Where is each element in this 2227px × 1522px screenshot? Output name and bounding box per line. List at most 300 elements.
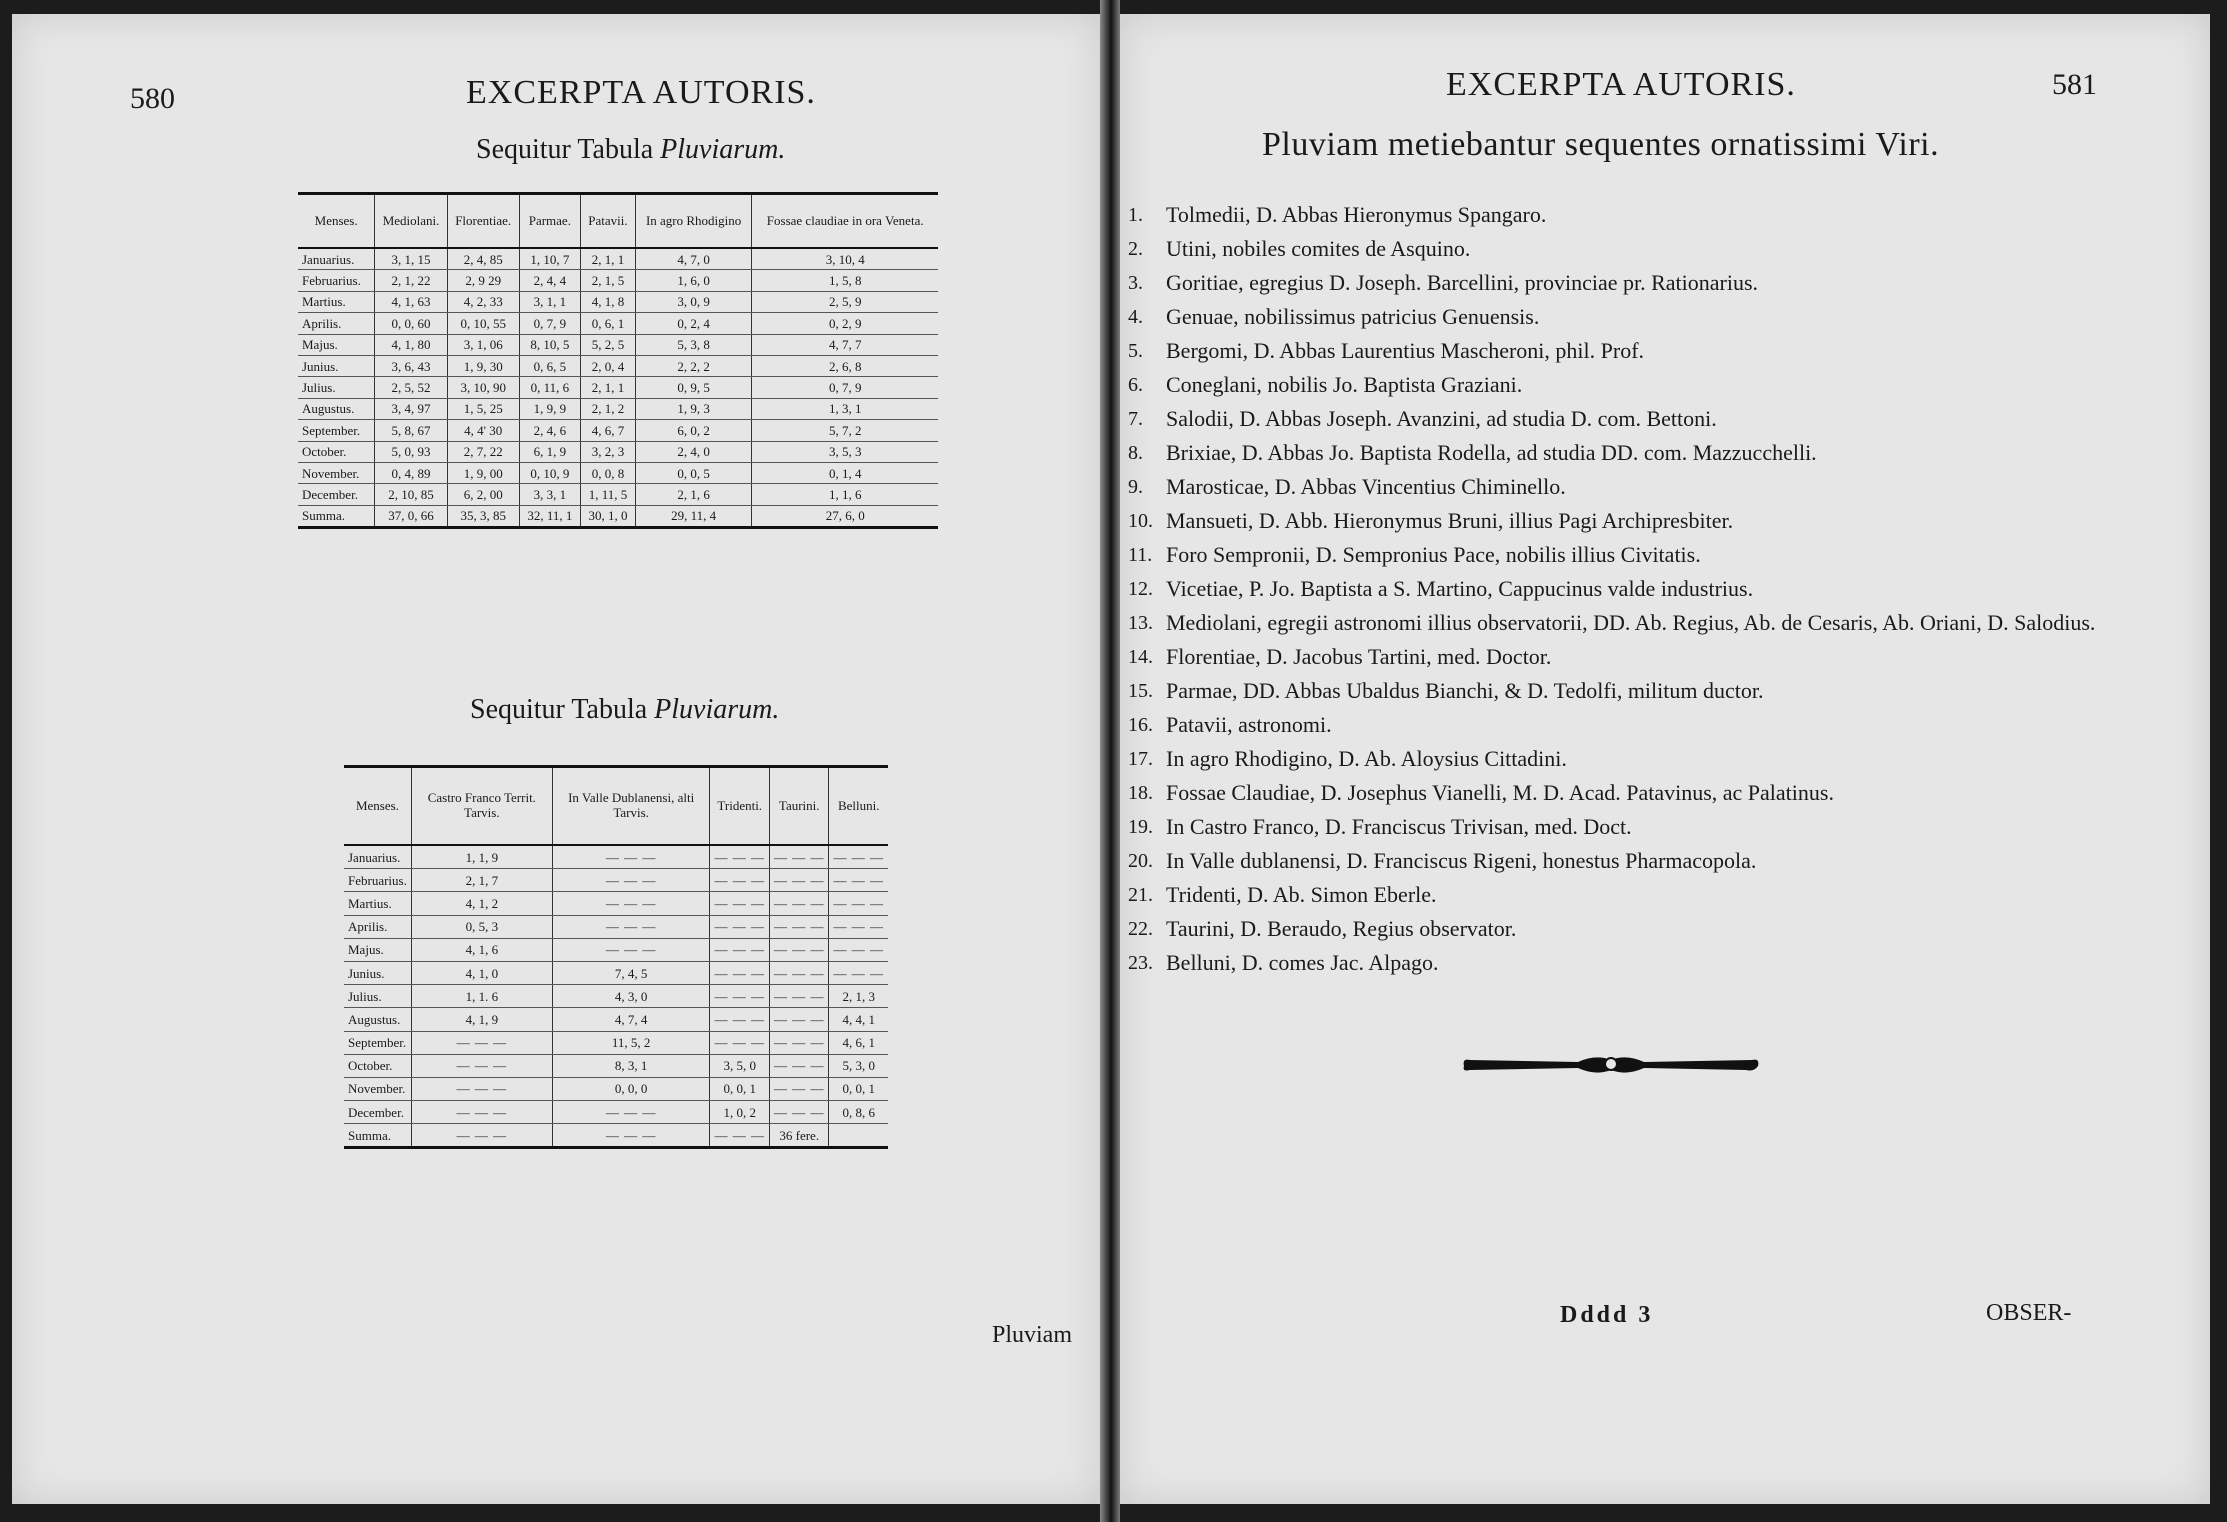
rainfall-table-2 <box>344 765 888 1149</box>
book-gutter <box>1100 0 1120 1522</box>
value-cell: 27, 6, 0 <box>752 505 938 527</box>
value-cell: — — — <box>769 1077 829 1100</box>
catchword-right: OBSER- <box>1986 1300 2072 1326</box>
list-item-number: 10. <box>1128 510 1153 532</box>
value-cell: 4, 7, 4 <box>552 1008 710 1031</box>
list-item-text: Foro Sempronii, D. Sempronius Pace, nobilis illius Civitatis. <box>1166 542 1701 567</box>
list-item-number: 12. <box>1128 578 1153 600</box>
list-item <box>1128 470 2148 504</box>
value-cell: 30, 1, 0 <box>581 505 636 527</box>
value-cell: — — — <box>769 1031 829 1054</box>
value-cell: 3, 6, 43 <box>375 355 448 376</box>
list-item-text: Parmae, DD. Abbas Ubaldus Bianchi, & D. Tedolfi, militum ductor. <box>1166 678 1764 703</box>
month-cell: September. <box>298 420 375 441</box>
table1-header-cell: Menses. <box>298 194 375 249</box>
value-cell: 2, 1, 6 <box>635 484 752 505</box>
value-cell: 3, 10, 4 <box>752 248 938 270</box>
list-item-text: Salodii, D. Abbas Joseph. Avanzini, ad studia D. com. Bettoni. <box>1166 406 1717 431</box>
month-cell: Februarius. <box>344 869 411 892</box>
value-cell: 6, 0, 2 <box>635 420 752 441</box>
value-cell: — — — <box>710 915 770 938</box>
table-row <box>298 248 938 270</box>
table1-caption-italic: Pluviarum. <box>660 134 786 165</box>
list-item-text: Goritiae, egregius D. Joseph. Barcellini, provinciae pr. Rationarius. <box>1166 270 1759 295</box>
list-item-text: Genuae, nobilissimus patricius Genuensis. <box>1166 304 1540 329</box>
month-cell: Majus. <box>298 334 375 355</box>
list-item-number: 19. <box>1128 816 1153 838</box>
list-item-text: Utini, nobiles comites de Asquino. <box>1166 236 1471 261</box>
value-cell: 0, 0, 5 <box>635 462 752 483</box>
list-item-text: Coneglani, nobilis Jo. Baptista Graziani. <box>1166 372 1523 397</box>
value-cell: 37, 0, 66 <box>375 505 448 527</box>
value-cell: 0, 9, 5 <box>635 377 752 398</box>
table-row <box>344 892 888 915</box>
value-cell: 4, 1, 2 <box>411 892 552 915</box>
value-cell: — — — <box>769 892 829 915</box>
value-cell: — — — <box>829 869 888 892</box>
value-cell: 0, 2, 4 <box>635 313 752 334</box>
value-cell: — — — <box>769 1101 829 1124</box>
table-row <box>298 420 938 441</box>
list-item-text: Mediolani, egregii astronomi illius observatorii, DD. Ab. Regius, Ab. de Cesaris, Ab. Oriani, D. Salodius. <box>1166 610 2096 635</box>
table1-header-cell: In agro Rhodigino <box>635 194 752 249</box>
value-cell: 3, 10, 90 <box>447 377 519 398</box>
value-cell: 2, 9 29 <box>447 270 519 291</box>
value-cell: 2, 0, 4 <box>581 355 636 376</box>
table-row <box>344 961 888 984</box>
value-cell: 3, 3, 1 <box>519 484 581 505</box>
list-item-number: 18. <box>1128 782 1153 804</box>
contributors-title: Pluviam metiebantur sequentes ornatissimi Viri. <box>1262 126 1940 163</box>
list-item <box>1128 232 2148 266</box>
value-cell: 1, 9, 3 <box>635 398 752 419</box>
list-item-number: 11. <box>1128 544 1153 566</box>
value-cell: 1, 1, 9 <box>411 845 552 869</box>
value-cell: 5, 3, 8 <box>635 334 752 355</box>
value-cell: — — — <box>552 1124 710 1148</box>
list-item-number: 3. <box>1128 272 1143 294</box>
value-cell: 2, 7, 22 <box>447 441 519 462</box>
contributors-list <box>1128 198 2148 980</box>
value-cell: 5, 2, 5 <box>581 334 636 355</box>
list-item-number: 8. <box>1128 442 1143 464</box>
list-item-number: 9. <box>1128 476 1143 498</box>
value-cell: — — — <box>769 869 829 892</box>
value-cell: 0, 2, 9 <box>752 313 938 334</box>
value-cell: — — — <box>552 845 710 869</box>
value-cell: — — — <box>552 892 710 915</box>
value-cell: — — — <box>710 869 770 892</box>
list-item <box>1128 368 2148 402</box>
value-cell: 8, 10, 5 <box>519 334 581 355</box>
page-number-left: 580 <box>130 82 175 115</box>
list-item-text: In Valle dublanensi, D. Franciscus Rigeni, honestus Pharmacopola. <box>1166 848 1757 873</box>
value-cell: — — — <box>769 961 829 984</box>
value-cell: — — — <box>710 961 770 984</box>
list-item-text: Taurini, D. Beraudo, Regius observator. <box>1166 916 1517 941</box>
value-cell: 0, 0, 1 <box>710 1077 770 1100</box>
table2-header-row <box>344 767 888 846</box>
value-cell: — — — <box>769 915 829 938</box>
month-cell: December. <box>344 1101 411 1124</box>
value-cell: 6, 1, 9 <box>519 441 581 462</box>
table-row <box>344 1124 888 1148</box>
list-item <box>1128 198 2148 232</box>
value-cell: 5, 8, 67 <box>375 420 448 441</box>
month-cell: Augustus. <box>298 398 375 419</box>
value-cell: — — — <box>769 938 829 961</box>
list-item <box>1128 334 2148 368</box>
table1-header-cell: Fossae claudiae in ora Veneta. <box>752 194 938 249</box>
value-cell: 3, 4, 97 <box>375 398 448 419</box>
table-row <box>298 334 938 355</box>
list-item <box>1128 572 2148 606</box>
value-cell: 0, 7, 9 <box>519 313 581 334</box>
month-cell: Summa. <box>344 1124 411 1148</box>
list-item <box>1128 810 2148 844</box>
value-cell: 4, 4, 1 <box>829 1008 888 1031</box>
list-item-text: In agro Rhodigino, D. Ab. Aloysius Cittadini. <box>1166 746 1567 771</box>
table-row <box>298 398 938 419</box>
table-row <box>344 1101 888 1124</box>
list-item-number: 7. <box>1128 408 1143 430</box>
value-cell: 0, 10, 55 <box>447 313 519 334</box>
value-cell: — — — <box>411 1124 552 1148</box>
value-cell: 2, 5, 52 <box>375 377 448 398</box>
list-item <box>1128 606 2148 640</box>
table1-caption-plain: Sequitur Tabula <box>476 134 654 165</box>
month-cell: Junius. <box>344 961 411 984</box>
month-cell: Januarius. <box>344 845 411 869</box>
list-item-text: Tridenti, D. Ab. Simon Eberle. <box>1166 882 1437 907</box>
value-cell: 36 fere. <box>769 1124 829 1148</box>
table2-header-cell: Tridenti. <box>710 767 770 846</box>
table-row <box>344 845 888 869</box>
month-cell: Martius. <box>344 892 411 915</box>
list-item <box>1128 402 2148 436</box>
value-cell: — — — <box>552 915 710 938</box>
value-cell: 4, 1, 0 <box>411 961 552 984</box>
value-cell: 5, 7, 2 <box>752 420 938 441</box>
list-item <box>1128 266 2148 300</box>
table-row <box>344 985 888 1008</box>
list-item-number: 21. <box>1128 884 1153 906</box>
list-item-number: 5. <box>1128 340 1143 362</box>
table2-header-cell: Menses. <box>344 767 411 846</box>
value-cell: — — — <box>769 1054 829 1077</box>
list-item-text: Brixiae, D. Abbas Jo. Baptista Rodella, ad studia DD. com. Mazzucchelli. <box>1166 440 1817 465</box>
list-item-number: 16. <box>1128 714 1153 736</box>
value-cell: 1, 11, 5 <box>581 484 636 505</box>
table1-caption <box>476 134 785 166</box>
list-item-number: 13. <box>1128 612 1153 634</box>
value-cell: 5, 0, 93 <box>375 441 448 462</box>
month-cell: October. <box>298 441 375 462</box>
value-cell: 2, 1, 1 <box>581 248 636 270</box>
value-cell: 1, 9, 9 <box>519 398 581 419</box>
list-item-number: 15. <box>1128 680 1153 702</box>
list-item <box>1128 674 2148 708</box>
value-cell: 0, 10, 9 <box>519 462 581 483</box>
value-cell: 1, 1. 6 <box>411 985 552 1008</box>
table-row <box>344 1031 888 1054</box>
table-row <box>298 462 938 483</box>
value-cell: 4, 1, 9 <box>411 1008 552 1031</box>
month-cell: November. <box>298 462 375 483</box>
value-cell: 6, 2, 00 <box>447 484 519 505</box>
value-cell: 2, 4, 6 <box>519 420 581 441</box>
value-cell: 11, 5, 2 <box>552 1031 710 1054</box>
value-cell: — — — <box>710 845 770 869</box>
table2-caption-plain: Sequitur Tabula <box>470 694 648 725</box>
value-cell: — — — <box>411 1101 552 1124</box>
value-cell: 2, 1, 2 <box>581 398 636 419</box>
value-cell: 1, 5, 8 <box>752 270 938 291</box>
month-cell: Majus. <box>344 938 411 961</box>
list-item-text: Belluni, D. comes Jac. Alpago. <box>1166 950 1439 975</box>
month-cell: Augustus. <box>344 1008 411 1031</box>
month-cell: Junius. <box>298 355 375 376</box>
month-cell: Julius. <box>298 377 375 398</box>
list-item-number: 14. <box>1128 646 1153 668</box>
list-item-number: 23. <box>1128 952 1153 974</box>
value-cell: 1, 1, 6 <box>752 484 938 505</box>
value-cell <box>829 1124 888 1148</box>
list-item <box>1128 912 2148 946</box>
table2-header-cell: In Valle Dublanensi, alti Tarvis. <box>552 767 710 846</box>
value-cell: — — — <box>829 915 888 938</box>
value-cell: — — — <box>552 869 710 892</box>
table-row <box>298 484 938 505</box>
list-item <box>1128 300 2148 334</box>
value-cell: 0, 4, 89 <box>375 462 448 483</box>
value-cell: 2, 1, 1 <box>581 377 636 398</box>
value-cell: 3, 1, 06 <box>447 334 519 355</box>
ornament-divider-icon <box>1458 1046 1764 1080</box>
value-cell: — — — <box>769 845 829 869</box>
value-cell: 3, 1, 15 <box>375 248 448 270</box>
list-item <box>1128 946 2148 980</box>
list-item-text: In Castro Franco, D. Franciscus Trivisan, med. Doct. <box>1166 814 1632 839</box>
value-cell: 4, 1, 8 <box>581 291 636 312</box>
value-cell: 3, 2, 3 <box>581 441 636 462</box>
list-item-text: Vicetiae, P. Jo. Baptista a S. Martino, Cappucinus valde industrius. <box>1166 576 1754 601</box>
value-cell: — — — <box>829 845 888 869</box>
table1-header-cell: Patavii. <box>581 194 636 249</box>
month-cell: September. <box>344 1031 411 1054</box>
value-cell: 8, 3, 1 <box>552 1054 710 1077</box>
value-cell: 4, 3, 0 <box>552 985 710 1008</box>
value-cell: 3, 5, 0 <box>710 1054 770 1077</box>
month-cell: Januarius. <box>298 248 375 270</box>
value-cell: 4, 6, 7 <box>581 420 636 441</box>
table-row <box>298 291 938 312</box>
value-cell: 1, 3, 1 <box>752 398 938 419</box>
list-item-text: Tolmedii, D. Abbas Hieronymus Spangaro. <box>1166 202 1547 227</box>
value-cell: — — — <box>710 1124 770 1148</box>
value-cell: — — — <box>829 961 888 984</box>
value-cell: 4, 1, 6 <box>411 938 552 961</box>
table-row <box>298 377 938 398</box>
table2-caption-italic: Pluviarum. <box>654 694 780 725</box>
value-cell: 4, 1, 80 <box>375 334 448 355</box>
running-head-right: EXCERPTA AUTORIS. <box>1446 66 1796 103</box>
value-cell: 2, 5, 9 <box>752 291 938 312</box>
running-head-left: EXCERPTA AUTORIS. <box>466 74 816 111</box>
value-cell: 4, 1, 63 <box>375 291 448 312</box>
value-cell: 5, 3, 0 <box>829 1054 888 1077</box>
table-row <box>298 355 938 376</box>
rainfall-table-1 <box>298 192 938 529</box>
value-cell: 0, 0, 8 <box>581 462 636 483</box>
table-row <box>344 915 888 938</box>
month-cell: Martius. <box>298 291 375 312</box>
value-cell: 0, 0, 0 <box>552 1077 710 1100</box>
value-cell: — — — <box>769 985 829 1008</box>
value-cell: 2, 1, 7 <box>411 869 552 892</box>
value-cell: 0, 0, 60 <box>375 313 448 334</box>
list-item-text: Marosticae, D. Abbas Vincentius Chiminello. <box>1166 474 1566 499</box>
value-cell: 2, 2, 2 <box>635 355 752 376</box>
value-cell: — — — <box>411 1054 552 1077</box>
value-cell: 0, 6, 5 <box>519 355 581 376</box>
value-cell: — — — <box>769 1008 829 1031</box>
list-item <box>1128 708 2148 742</box>
value-cell: — — — <box>411 1077 552 1100</box>
list-item-text: Florentiae, D. Jacobus Tartini, med. Doctor. <box>1166 644 1552 669</box>
value-cell: 0, 1, 4 <box>752 462 938 483</box>
value-cell: 1, 0, 2 <box>710 1101 770 1124</box>
value-cell: 1, 9, 00 <box>447 462 519 483</box>
list-item <box>1128 538 2148 572</box>
value-cell: 2, 4, 85 <box>447 248 519 270</box>
value-cell: 2, 10, 85 <box>375 484 448 505</box>
month-cell: December. <box>298 484 375 505</box>
value-cell: 2, 1, 22 <box>375 270 448 291</box>
value-cell: — — — <box>710 985 770 1008</box>
table2-header-cell: Castro Franco Territ. Tarvis. <box>411 767 552 846</box>
value-cell: 4, 7, 0 <box>635 248 752 270</box>
signature-mark: Dddd 3 <box>1560 1302 1654 1328</box>
list-item-number: 6. <box>1128 374 1143 396</box>
value-cell: 2, 4, 0 <box>635 441 752 462</box>
list-item <box>1128 742 2148 776</box>
list-item-number: 2. <box>1128 238 1143 260</box>
table-row <box>298 270 938 291</box>
month-cell: Aprilis. <box>344 915 411 938</box>
table2-body <box>344 845 888 1148</box>
table-row <box>298 441 938 462</box>
list-item-text: Fossae Claudiae, D. Josephus Vianelli, M. D. Acad. Patavinus, ac Palatinus. <box>1166 780 1834 805</box>
list-item <box>1128 436 2148 470</box>
value-cell: 29, 11, 4 <box>635 505 752 527</box>
month-cell: Julius. <box>344 985 411 1008</box>
list-item-number: 20. <box>1128 850 1153 872</box>
month-cell: Aprilis. <box>298 313 375 334</box>
value-cell: 0, 0, 1 <box>829 1077 888 1100</box>
value-cell: 3, 1, 1 <box>519 291 581 312</box>
list-item-number: 22. <box>1128 918 1153 940</box>
value-cell: — — — <box>411 1031 552 1054</box>
value-cell: 4, 4' 30 <box>447 420 519 441</box>
value-cell: 4, 7, 7 <box>752 334 938 355</box>
value-cell: 0, 7, 9 <box>752 377 938 398</box>
value-cell: — — — <box>829 938 888 961</box>
value-cell: 0, 5, 3 <box>411 915 552 938</box>
table2-header-cell: Taurini. <box>769 767 829 846</box>
value-cell: 32, 11, 1 <box>519 505 581 527</box>
value-cell: 4, 2, 33 <box>447 291 519 312</box>
list-item <box>1128 640 2148 674</box>
list-item-number: 1. <box>1128 204 1143 226</box>
list-item-number: 17. <box>1128 748 1153 770</box>
month-cell: Summa. <box>298 505 375 527</box>
table1-body <box>298 248 938 528</box>
value-cell: — — — <box>552 1101 710 1124</box>
list-item-text: Patavii, astronomi. <box>1166 712 1332 737</box>
list-item <box>1128 878 2148 912</box>
value-cell: — — — <box>710 1031 770 1054</box>
list-item <box>1128 776 2148 810</box>
value-cell: 1, 9, 30 <box>447 355 519 376</box>
value-cell: 3, 5, 3 <box>752 441 938 462</box>
table-row <box>344 938 888 961</box>
value-cell: 7, 4, 5 <box>552 961 710 984</box>
month-cell: October. <box>344 1054 411 1077</box>
catchword-left: Pluviam <box>992 1322 1073 1348</box>
value-cell: 0, 8, 6 <box>829 1101 888 1124</box>
table-row <box>344 869 888 892</box>
table-row <box>344 1077 888 1100</box>
page-number-right: 581 <box>2052 68 2097 101</box>
list-item <box>1128 504 2148 538</box>
table1-header-cell: Florentiae. <box>447 194 519 249</box>
value-cell: 2, 1, 3 <box>829 985 888 1008</box>
table-row <box>344 1054 888 1077</box>
table2-caption <box>470 694 779 726</box>
value-cell: 2, 4, 4 <box>519 270 581 291</box>
table-row <box>298 313 938 334</box>
value-cell: — — — <box>829 892 888 915</box>
list-item-number: 4. <box>1128 306 1143 328</box>
table1-header-cell: Mediolani. <box>375 194 448 249</box>
value-cell: 2, 6, 8 <box>752 355 938 376</box>
month-cell: Februarius. <box>298 270 375 291</box>
list-item-text: Bergomi, D. Abbas Laurentius Mascheroni, phil. Prof. <box>1166 338 1645 363</box>
value-cell: — — — <box>710 938 770 961</box>
value-cell: 0, 6, 1 <box>581 313 636 334</box>
value-cell: 3, 0, 9 <box>635 291 752 312</box>
table-row <box>298 505 938 527</box>
value-cell: 1, 5, 25 <box>447 398 519 419</box>
value-cell: 1, 6, 0 <box>635 270 752 291</box>
table2-header-cell: Belluni. <box>829 767 888 846</box>
table1-header-cell: Parmae. <box>519 194 581 249</box>
value-cell: 1, 10, 7 <box>519 248 581 270</box>
list-item-text: Mansueti, D. Abb. Hieronymus Bruni, illius Pagi Archipresbiter. <box>1166 508 1734 533</box>
list-item <box>1128 844 2148 878</box>
table-row <box>344 1008 888 1031</box>
value-cell: 0, 11, 6 <box>519 377 581 398</box>
table1-header-row <box>298 194 938 249</box>
value-cell: 4, 6, 1 <box>829 1031 888 1054</box>
value-cell: — — — <box>552 938 710 961</box>
month-cell: November. <box>344 1077 411 1100</box>
value-cell: — — — <box>710 892 770 915</box>
value-cell: 35, 3, 85 <box>447 505 519 527</box>
value-cell: — — — <box>710 1008 770 1031</box>
value-cell: 2, 1, 5 <box>581 270 636 291</box>
